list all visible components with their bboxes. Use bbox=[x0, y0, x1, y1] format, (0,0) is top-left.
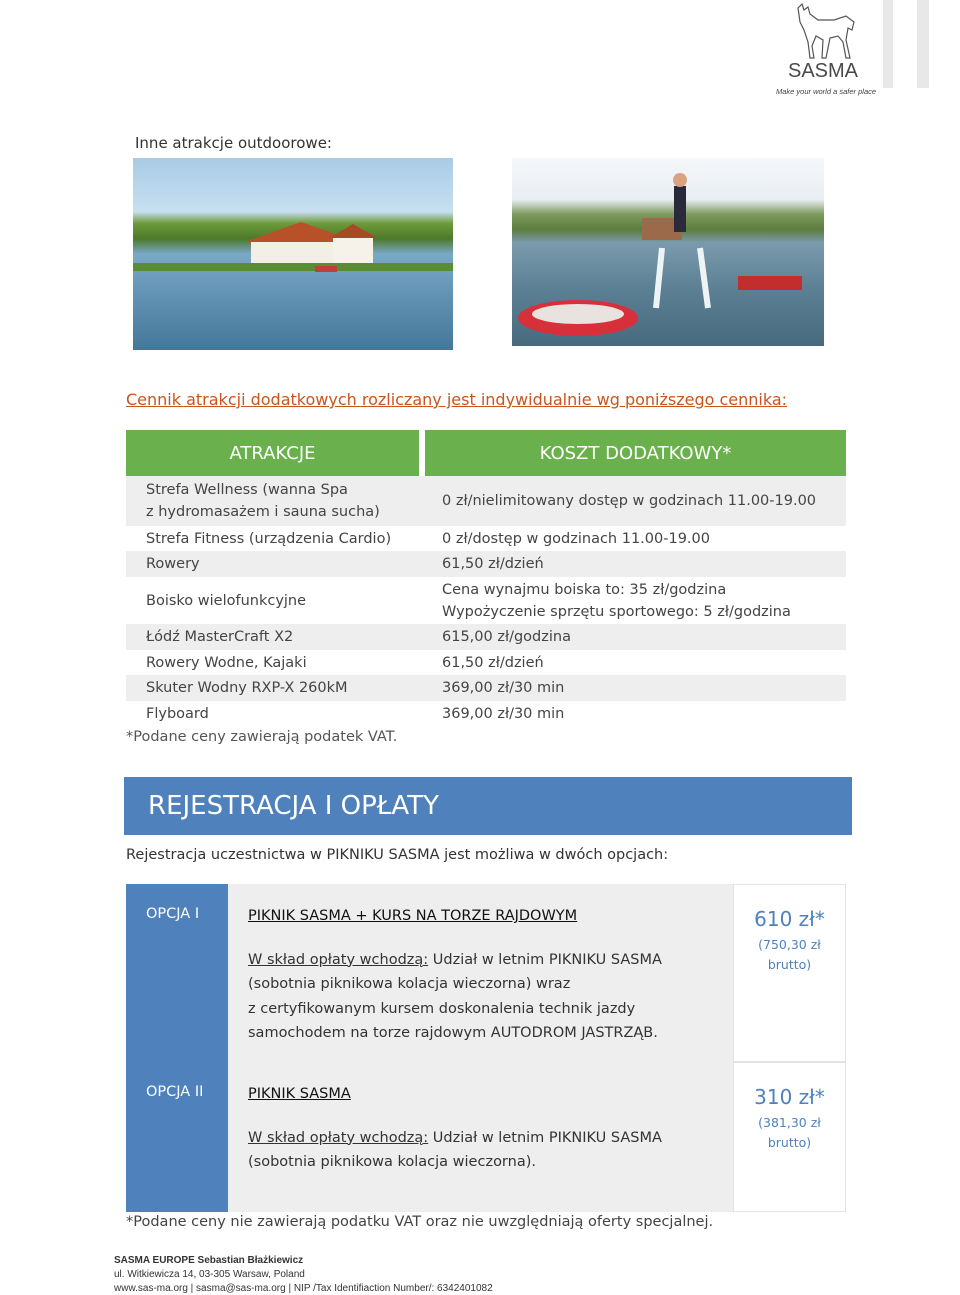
photo-flyboard-water bbox=[512, 158, 824, 346]
registration-banner: REJESTRACJA I OPŁATY bbox=[124, 777, 852, 835]
table-row bbox=[126, 701, 846, 727]
option-desc-line: (sobotnia piknikowa kolacja wieczorna) wraz bbox=[248, 976, 571, 992]
price-list-heading: Cennik atrakcji dodatkowych rozliczany jest indywidualnie wg poniższego cennika: bbox=[126, 390, 788, 409]
price-gross: (750,30 zł bbox=[758, 937, 821, 952]
option-title: PIKNIK SASMA + KURS NA TORZE RAJDOWYM bbox=[248, 908, 578, 924]
footer-contact: www.sas-ma.org | sasma@sas-ma.org | NIP /Tax Identifiaction Number/: 6342401082 bbox=[114, 1283, 493, 1294]
header-decor-bar bbox=[917, 0, 929, 88]
option-description bbox=[228, 884, 733, 1062]
attraction-cost: 61,50 zł/dzień bbox=[442, 556, 544, 572]
footer bbox=[114, 1254, 493, 1295]
attraction-name: Rowery bbox=[146, 556, 200, 572]
attraction-name: Flyboard bbox=[146, 706, 209, 722]
photo-hotel-lake bbox=[133, 158, 453, 350]
attractions-table bbox=[126, 430, 846, 727]
attraction-cost: 615,00 zł/godzina bbox=[442, 629, 571, 645]
registration-intro: Rejestracja uczestnictwa w PIKNIKU SASMA jest możliwa w dwóch opcjach: bbox=[126, 847, 669, 863]
option-title: PIKNIK SASMA bbox=[248, 1086, 351, 1102]
footer-company: SASMA EUROPE Sebastian Błażkiewicz bbox=[114, 1255, 304, 1266]
attraction-cost: Wypożyczenie sprzętu sportowego: 5 zł/godzina bbox=[442, 603, 791, 620]
option-desc-line: samochodem na torze rajdowym AUTODROM JASTRZĄB. bbox=[248, 1025, 658, 1041]
header-cost: KOSZT DODATKOWY* bbox=[425, 430, 846, 476]
option-desc-line: Udział w letnim PIKNIKU SASMA bbox=[428, 1129, 662, 1146]
flyboard-image bbox=[512, 158, 824, 346]
vat-excluded-note: *Podane ceny nie zawierają podatku VAT oraz nie uwzględniają oferty specjalnej. bbox=[126, 1214, 714, 1230]
attraction-cost: Cena wynajmu boiska to: 35 zł/godzina bbox=[442, 581, 727, 598]
price-net: 610 zł* bbox=[754, 907, 825, 931]
option-label: OPCJA I bbox=[126, 884, 228, 1062]
option-label: OPCJA II bbox=[126, 1062, 228, 1212]
attraction-name: Łódź MasterCraft X2 bbox=[146, 629, 294, 645]
price-gross: brutto) bbox=[767, 1135, 812, 1150]
table-row bbox=[126, 577, 846, 624]
option-card bbox=[126, 884, 846, 1062]
attraction-name: Skuter Wodny RXP-X 260kM bbox=[146, 680, 348, 696]
table-row bbox=[126, 624, 846, 650]
table-row bbox=[126, 650, 846, 675]
attraction-name: Strefa Fitness (urządzenia Cardio) bbox=[146, 530, 392, 547]
table-row bbox=[126, 526, 846, 551]
option-desc-line: z certyfikowanym kursem doskonalenia technik jazdy bbox=[248, 1000, 636, 1017]
table-header bbox=[126, 430, 846, 476]
option-includes-label: W skład opłaty wchodzą: bbox=[248, 951, 429, 968]
header-attractions: ATRAKCJE bbox=[126, 430, 419, 476]
option-includes-label: W skład opłaty wchodzą: bbox=[248, 1129, 429, 1146]
attraction-cost: 369,00 zł/30 min bbox=[442, 680, 565, 696]
option-desc-line: (sobotnia piknikowa kolacja wieczorna). bbox=[248, 1154, 536, 1170]
option-price bbox=[733, 1062, 846, 1212]
header-decor-bar bbox=[883, 0, 893, 88]
option-description bbox=[228, 1062, 733, 1212]
brand-tagline: Make your world a safer place bbox=[776, 87, 877, 96]
price-gross: brutto) bbox=[767, 957, 812, 972]
sasma-logo bbox=[776, 0, 878, 100]
attraction-name: z hydromasażem i sauna sucha) bbox=[146, 504, 380, 520]
attraction-name: Rowery Wodne, Kajaki bbox=[146, 654, 307, 671]
footer-address: ul. Witkiewicza 14, 03-305 Warsaw, Poland bbox=[114, 1269, 305, 1280]
table-row bbox=[126, 551, 846, 577]
attraction-cost: 0 zł/dostęp w godzinach 11.00-19.00 bbox=[442, 530, 710, 547]
brand-name: SASMA bbox=[788, 60, 859, 82]
option-card bbox=[126, 1062, 846, 1212]
attraction-cost: 0 zł/nielimitowany dostęp w godzinach 11.00-19.00 bbox=[442, 493, 817, 509]
attraction-name: Boisko wielofunkcyjne bbox=[146, 592, 307, 609]
table-row bbox=[126, 675, 846, 701]
table-row bbox=[126, 476, 846, 526]
intro-text: Inne atrakcje outdoorowe: bbox=[135, 134, 332, 152]
option-price bbox=[733, 884, 846, 1062]
price-net: 310 zł* bbox=[754, 1085, 825, 1109]
hotel-lake-image bbox=[133, 158, 453, 350]
vat-included-note: *Podane ceny zawierają podatek VAT. bbox=[126, 729, 398, 745]
price-gross: (381,30 zł bbox=[758, 1115, 821, 1130]
attraction-cost: 61,50 zł/dzień bbox=[442, 654, 544, 671]
wolf-icon bbox=[788, 0, 862, 62]
option-desc-line: Udział w letnim PIKNIKU SASMA bbox=[428, 951, 662, 968]
attraction-name: Strefa Wellness (wanna Spa bbox=[146, 482, 348, 498]
attraction-cost: 369,00 zł/30 min bbox=[442, 706, 565, 722]
